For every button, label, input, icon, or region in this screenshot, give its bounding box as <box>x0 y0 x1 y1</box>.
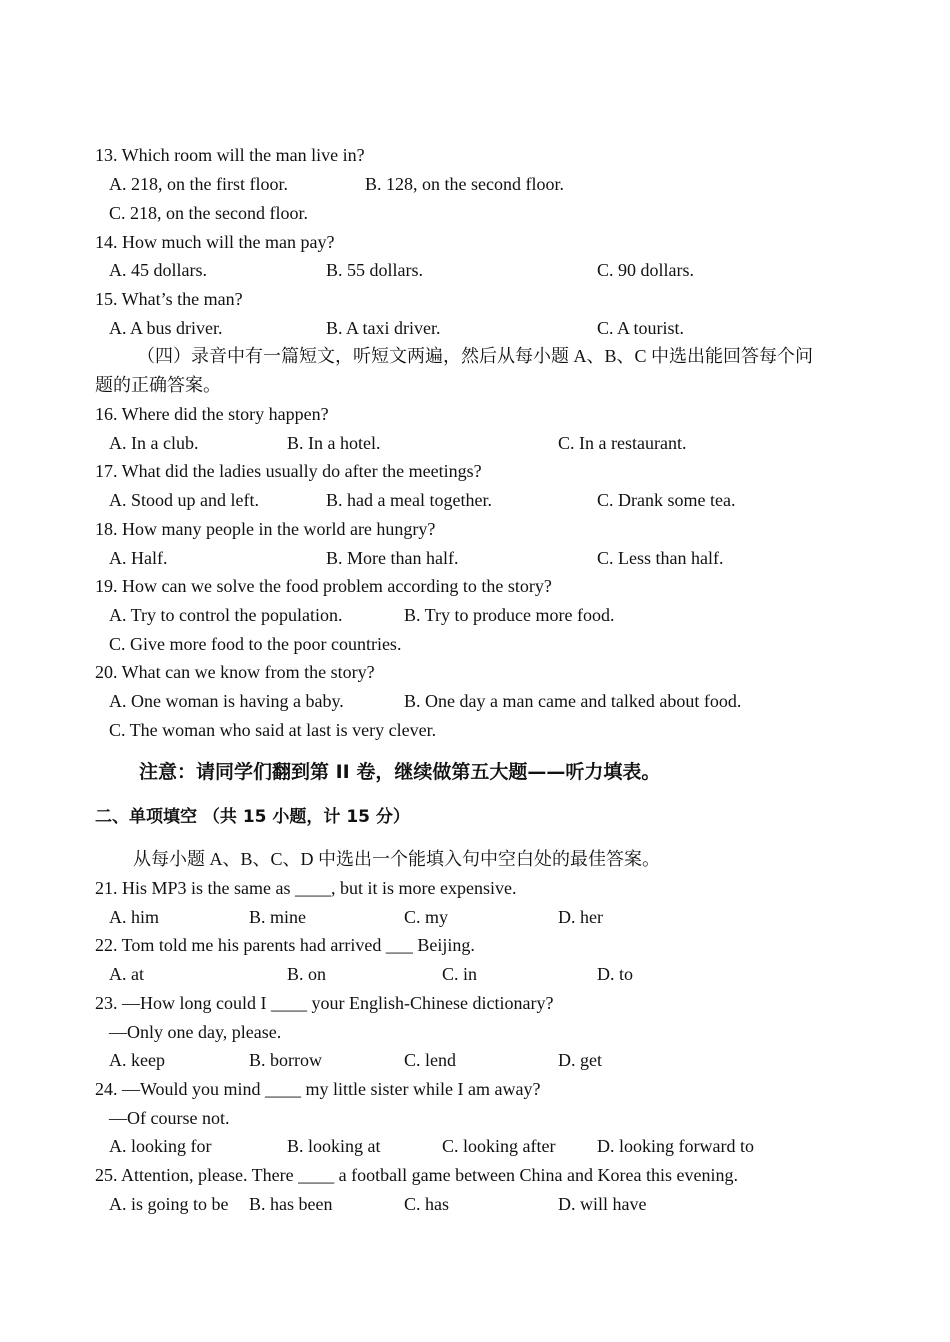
dialog-reply: —Of course not. <box>109 1108 230 1128</box>
option: D. her <box>558 907 603 927</box>
option: B. looking at <box>287 1136 381 1156</box>
question-stem: 21. His MP3 is the same as ____, but it is more expensive. <box>95 878 517 898</box>
option: A. 45 dollars. <box>109 260 207 280</box>
option: D. will have <box>558 1194 647 1214</box>
question-stem: 18. How many people in the world are hungry? <box>95 519 436 539</box>
option: D. looking forward to <box>597 1136 754 1156</box>
section-instruction: 从每小题 A、B、C、D 中选出一个能填入句中空白处的最佳答案。 <box>133 849 661 869</box>
option: A. Half. <box>109 548 168 568</box>
option: A. Try to control the population. <box>109 605 343 625</box>
option: B. mine <box>249 907 306 927</box>
question-stem: 15. What’s the man? <box>95 289 243 309</box>
option: B. In a hotel. <box>287 433 381 453</box>
option: B. has been <box>249 1194 333 1214</box>
notice: 注意：请同学们翻到第 II 卷，继续做第五大题——听力填表。 <box>139 761 661 783</box>
option: D. to <box>597 964 633 984</box>
option: A. Stood up and left. <box>109 490 259 510</box>
question-stem: 16. Where did the story happen? <box>95 404 329 424</box>
option: B. 128, on the second floor. <box>365 174 564 194</box>
question-stem: 14. How much will the man pay? <box>95 232 335 252</box>
section-heading: 二、单项填空 （共 15 小题，计 15 分） <box>95 807 410 827</box>
question-stem: 20. What can we know from the story? <box>95 662 375 682</box>
question-stem: 24. —Would you mind ____ my little sister while I am away? <box>95 1079 541 1099</box>
option: A. looking for <box>109 1136 212 1156</box>
option: A. One woman is having a baby. <box>109 691 344 711</box>
option: D. get <box>558 1050 602 1070</box>
option: C. 90 dollars. <box>597 260 694 280</box>
option: C. looking after <box>442 1136 556 1156</box>
dialog-reply: —Only one day, please. <box>109 1022 282 1042</box>
option: A. In a club. <box>109 433 199 453</box>
option: B. Try to produce more food. <box>404 605 615 625</box>
option: A. him <box>109 907 160 927</box>
option: A. 218, on the first floor. <box>109 174 288 194</box>
option: B. 55 dollars. <box>326 260 423 280</box>
option: A. at <box>109 964 144 984</box>
option: C. Give more food to the poor countries. <box>109 634 402 654</box>
option: C. In a restaurant. <box>558 433 687 453</box>
option: C. Less than half. <box>597 548 724 568</box>
option: B. borrow <box>249 1050 322 1070</box>
question-stem: 19. How can we solve the food problem according to the story? <box>95 576 552 596</box>
question-stem: 23. —How long could I ____ your English-Chinese dictionary? <box>95 993 554 1013</box>
part4-instruction-cont: 题的正确答案。 <box>95 375 221 395</box>
option: C. 218, on the second floor. <box>109 203 308 223</box>
question-stem: 17. What did the ladies usually do after the meetings? <box>95 461 482 481</box>
option: C. A tourist. <box>597 318 685 338</box>
option: C. Drank some tea. <box>597 490 736 510</box>
option: B. A taxi driver. <box>326 318 441 338</box>
part4-instruction: （四）录音中有一篇短文，听短文两遍，然后从每小题 A、B、C 中选出能回答每个问 <box>137 346 814 366</box>
option: C. lend <box>404 1050 456 1070</box>
question-stem: 13. Which room will the man live in? <box>95 145 365 165</box>
option: B. More than half. <box>326 548 459 568</box>
option: B. on <box>287 964 327 984</box>
option: A. is going to be <box>109 1194 229 1214</box>
option: B. One day a man came and talked about food. <box>404 691 742 711</box>
question-stem: 22. Tom told me his parents had arrived ___ Beijing. <box>95 935 475 955</box>
option: C. has <box>404 1194 449 1214</box>
option: C. The woman who said at last is very clever. <box>109 720 437 740</box>
option: C. my <box>404 907 449 927</box>
option: C. in <box>442 964 478 984</box>
option: A. A bus driver. <box>109 318 223 338</box>
option: A. keep <box>109 1050 165 1070</box>
question-stem: 25. Attention, please. There ____ a football game between China and Korea this evening. <box>95 1165 738 1185</box>
option: B. had a meal together. <box>326 490 492 510</box>
